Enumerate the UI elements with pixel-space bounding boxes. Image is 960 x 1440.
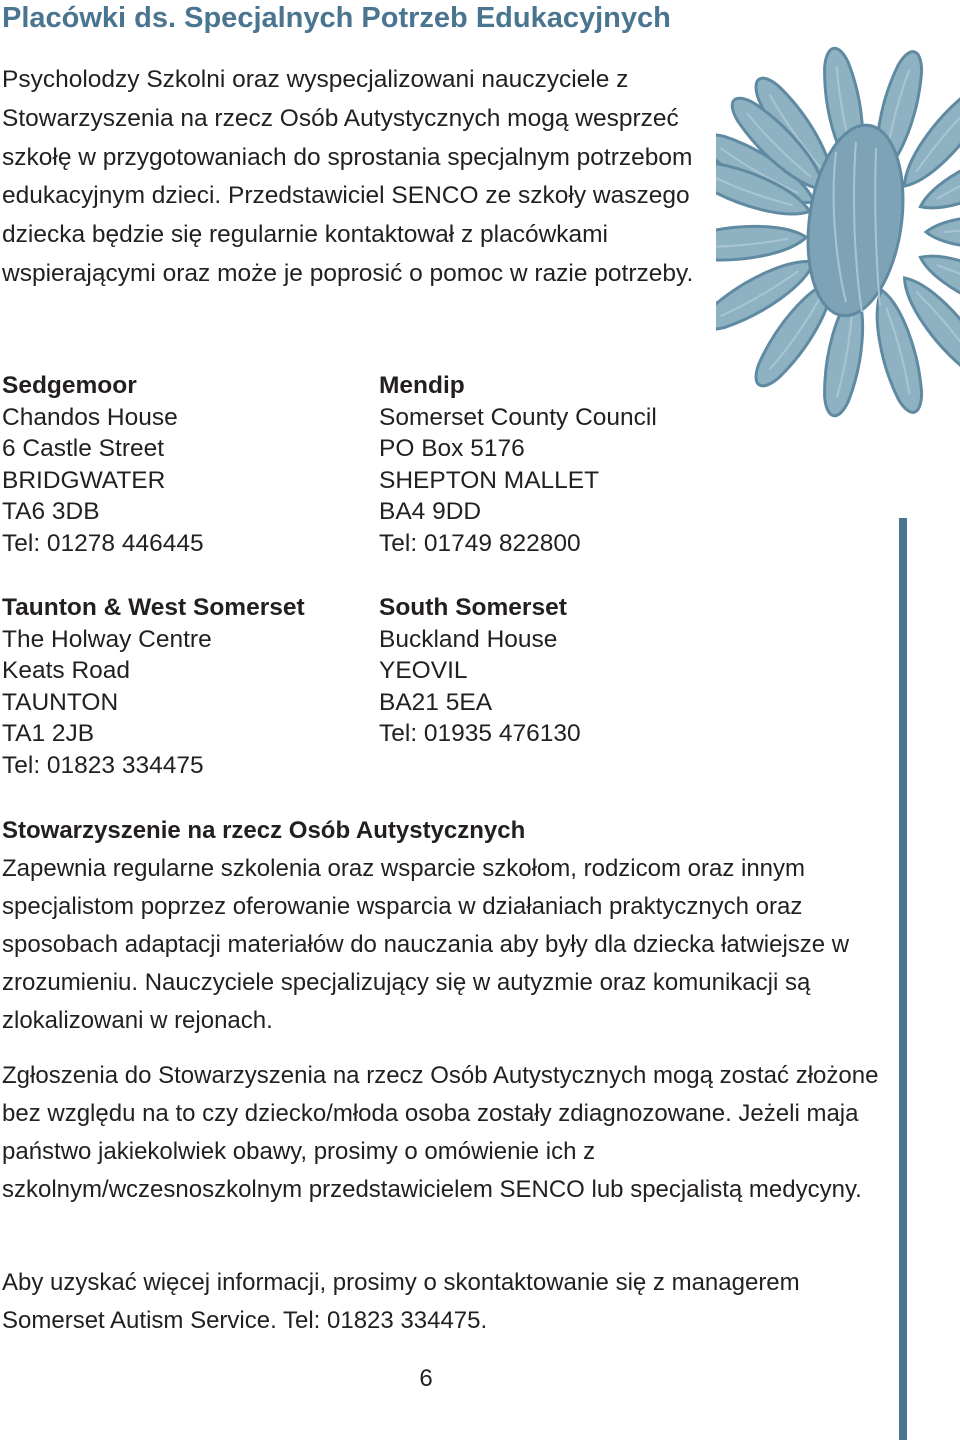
office-address-line: PO Box 5176: [379, 435, 525, 463]
office-address-south-somerset: [379, 592, 779, 750]
association-title: Stowarzyszenie na rzecz Osób Autystycznych: [2, 817, 526, 844]
office-address-line: Somerset County Council: [379, 403, 657, 431]
office-address-line: YEOVIL: [379, 657, 468, 685]
office-address-line: Chandos House: [2, 403, 178, 431]
office-address-line: BRIDGWATER: [2, 466, 166, 494]
association-paragraph-1: Zapewnia regularne szkolenia oraz wsparcie szkołom, rodzicom oraz innym specjalistom poprzez oferowanie wsparcia w działaniach praktycznych oraz sposobach adaptacji materiałów do nauczania aby były dla dziecka łatwiejsze w zrozumieniu. Nauczyciele specjalizujący się w autyzmie oraz komunikacji są zlokalizowani w rejonach.: [2, 855, 850, 1034]
referral-section: [2, 1057, 882, 1209]
contact-section: [2, 1264, 882, 1340]
office-address-line: The Holway Centre: [2, 625, 212, 653]
office-phone: Tel: 01278 446445: [2, 529, 204, 557]
page-title: Placówki ds. Specjalnych Potrzeb Edukacyjnych: [2, 2, 671, 34]
office-phone: Tel: 01749 822800: [379, 529, 581, 557]
association-paragraph-3: Aby uzyskać więcej informacji, prosimy o skontaktowanie się z managerem Somerset Autism Service. Tel: 01823 334475.: [2, 1269, 800, 1334]
office-name: Sedgemoor: [2, 372, 137, 399]
office-address-line: Keats Road: [2, 657, 131, 685]
decorative-side-bar: [899, 518, 907, 1440]
office-address-line: BA21 5EA: [379, 688, 493, 716]
office-address-line: TA6 3DB: [2, 498, 100, 526]
office-address-taunton: [2, 592, 402, 782]
office-address-line: 6 Castle Street: [2, 435, 165, 463]
office-name: Taunton & West Somerset: [2, 594, 305, 621]
office-name: Mendip: [379, 372, 465, 399]
office-address-line: TA1 2JB: [2, 720, 95, 748]
office-name: South Somerset: [379, 594, 567, 621]
office-address-line: BA4 9DD: [379, 498, 482, 526]
office-address-sedgemoor: [2, 370, 402, 560]
page-number: 6: [419, 1365, 433, 1392]
office-address-line: Buckland House: [379, 625, 558, 653]
office-address-line: SHEPTON MALLET: [379, 466, 600, 494]
office-address-line: TAUNTON: [2, 688, 119, 716]
office-phone: Tel: 01935 476130: [379, 720, 581, 748]
office-phone: Tel: 01823 334475: [2, 751, 204, 779]
association-paragraph-2: Zgłoszenia do Stowarzyszenia na rzecz Osób Autystycznych mogą zostać złożone bez względu na to czy dziecko/młoda osoba zostały zdiagnozowane. Jeżeli maja państwo jakiekolwiek obawy, prosimy o omówienie ich z szkolnym/wczesnoszkolnym przedstawicielem SENCO lub specjalistą medycyny.: [2, 1062, 879, 1203]
intro-paragraph: Psycholodzy Szkolni oraz wyspecjalizowani nauczyciele z Stowarzyszenia na rzecz Osób Autystycznych mogą wesprzeć szkołę w przygotowaniach do sprostania specjalnym potrzebom edukacyjnym dzieci. Przedstawiciel SENCO ze szkoły waszego dziecka będzie się regularnie kontaktował z placówkami wspierającymi oraz może je poprosić o pomoc w razie potrzeby.: [2, 66, 694, 287]
association-section: [2, 814, 882, 1040]
office-address-mendip: [379, 370, 779, 560]
